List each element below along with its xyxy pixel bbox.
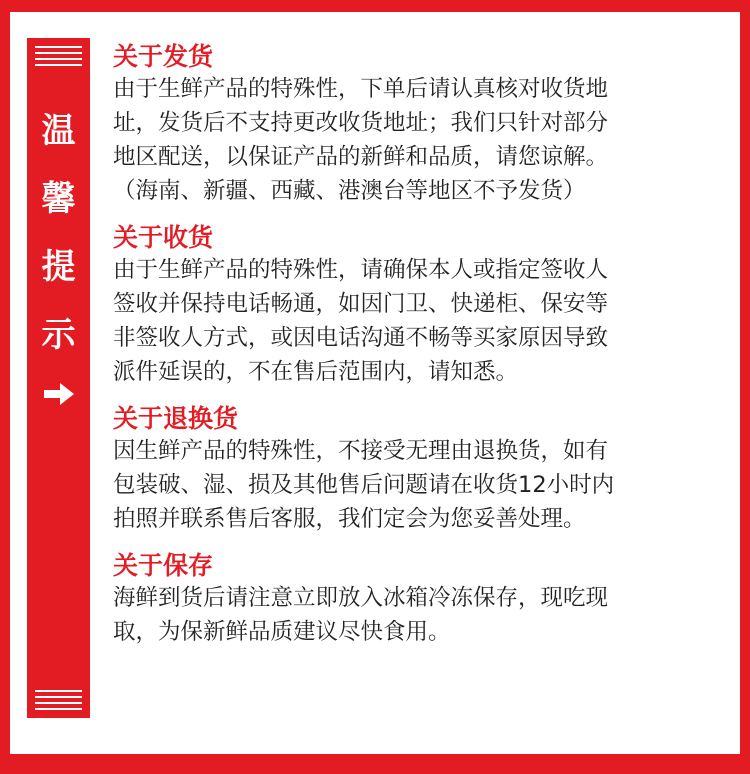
- section-line: 取，为保新鲜品质建议尽快食用。: [113, 619, 451, 645]
- decorative-stripe: [35, 52, 82, 54]
- sidebar-title-char-4: 示: [41, 315, 76, 355]
- section-line: （海南、新疆、西藏、港澳台等地区不予发货）: [113, 178, 586, 204]
- section-line: 签收并保持电话畅通，如因门卫、快递柜、保安等: [113, 291, 609, 317]
- decorative-stripe: [35, 690, 82, 692]
- section-title: 关于保存: [113, 551, 214, 580]
- section-line: 因生鲜产品的特殊性，不接受无理由退换货，如有: [113, 438, 609, 464]
- decorative-stripe: [35, 702, 82, 704]
- sidebar-title-char-2: 馨: [41, 179, 76, 219]
- section-title: 关于退换货: [113, 404, 239, 433]
- section-line: 由于生鲜产品的特殊性，请确保本人或指定签收人: [113, 257, 609, 283]
- section-line: 海鲜到货后请注意立即放入冰箱冷冻保存，现吃现: [113, 585, 609, 611]
- section-line: 包装破、湿、损及其他售后问题请在收货12小时内: [113, 472, 615, 498]
- section-line: 由于生鲜产品的特殊性，下单后请认真核对收货地: [113, 76, 609, 102]
- decorative-stripe: [35, 708, 82, 710]
- section-line: 址，发货后不支持更改收货地址；我们只针对部分: [113, 110, 609, 136]
- warm-tips-sidebar: [27, 38, 90, 718]
- decorative-stripe: [35, 58, 82, 60]
- decorative-stripe: [35, 46, 82, 48]
- section-title: 关于发货: [113, 42, 214, 71]
- storage-section: [113, 551, 728, 649]
- receiving-section: [113, 223, 728, 389]
- right-arrow-icon: [43, 382, 75, 406]
- section-line: 拍照并联系售后客服，我们定会为您妥善处理。: [113, 506, 586, 532]
- section-title: 关于收货: [113, 223, 214, 252]
- notice-content: [113, 42, 728, 664]
- sidebar-title-char-1: 温: [41, 111, 76, 151]
- shipping-section: [113, 42, 728, 208]
- decorative-stripe: [35, 696, 82, 698]
- sidebar-title-char-3: 提: [41, 247, 76, 287]
- section-line: 非签收人方式，或因电话沟通不畅等买家原因导致: [113, 325, 609, 351]
- decorative-stripe: [35, 64, 82, 66]
- section-line: 地区配送，以保证产品的新鲜和品质，请您谅解。: [113, 144, 609, 170]
- returns-section: [113, 404, 728, 536]
- section-line: 派件延误的，不在售后范围内，请知悉。: [113, 359, 519, 385]
